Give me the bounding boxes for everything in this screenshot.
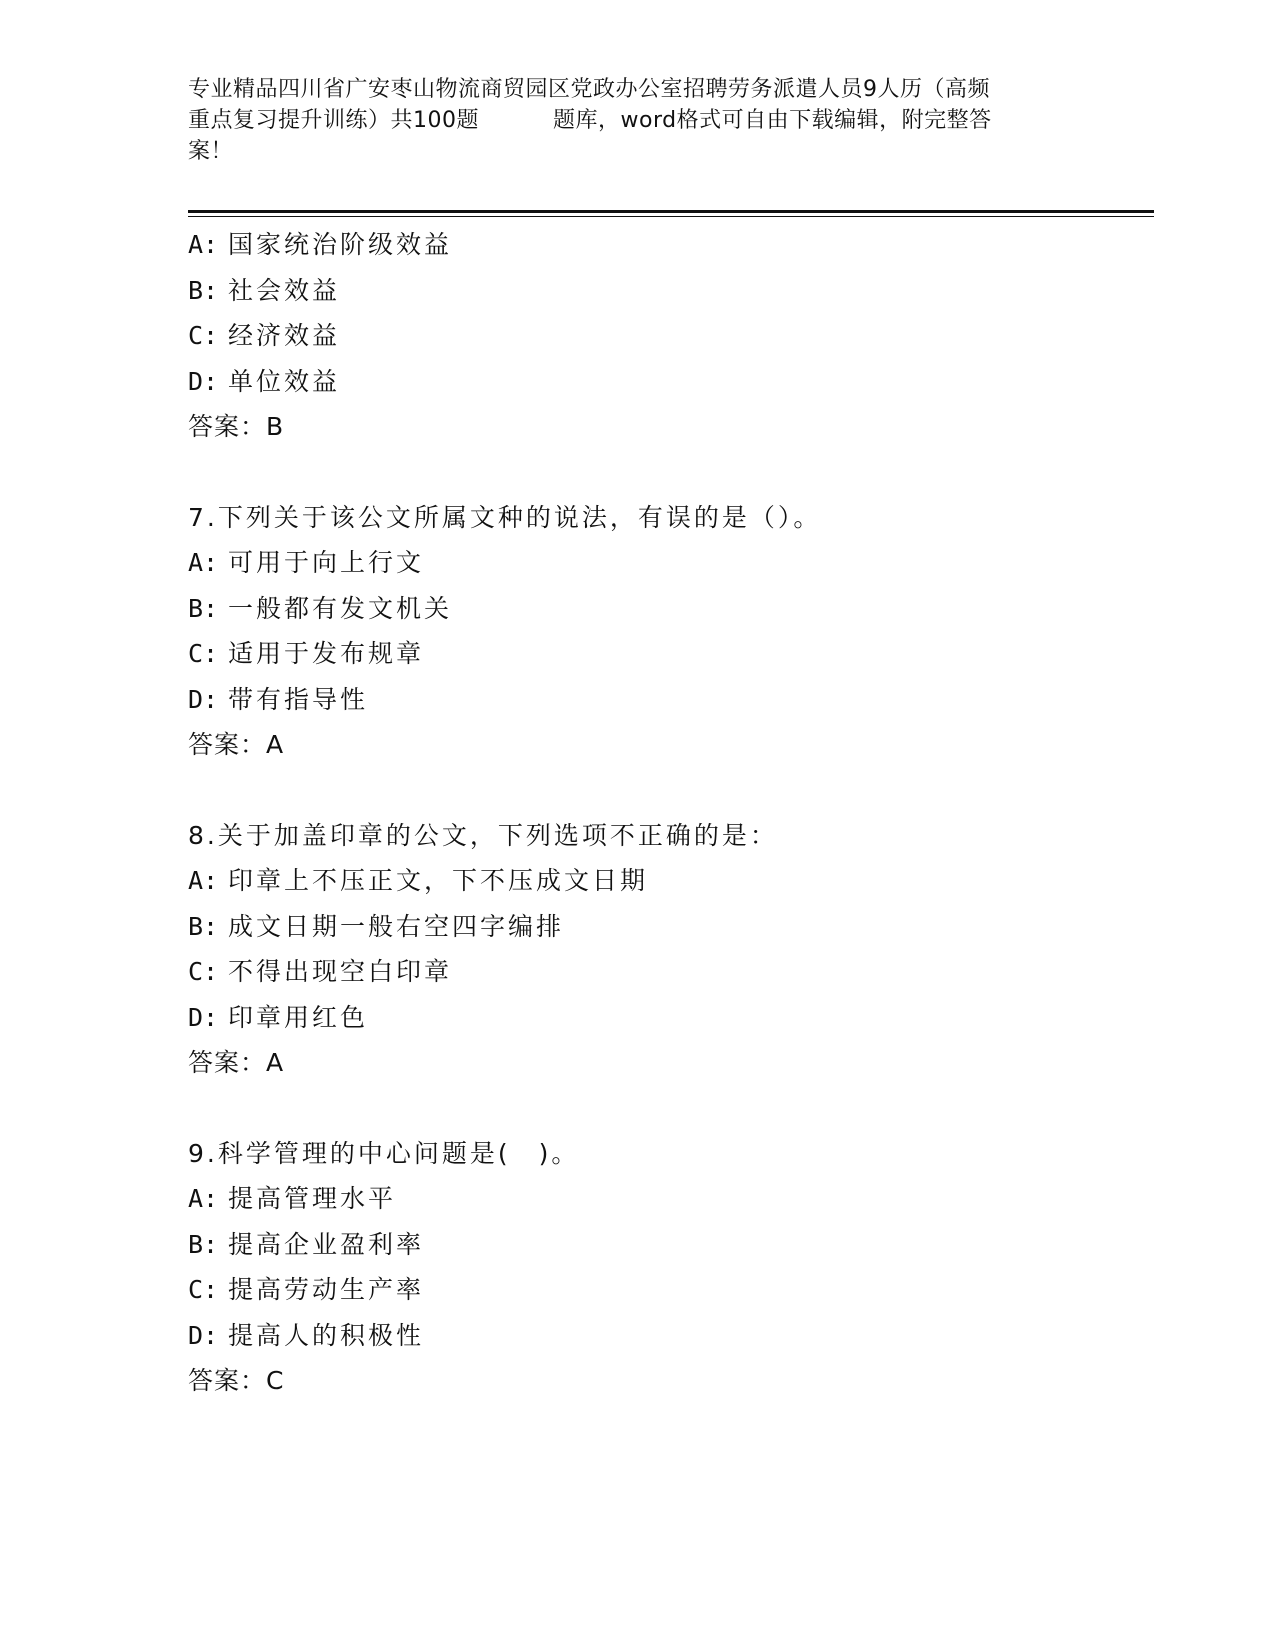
answer-line: 答案：B	[188, 412, 285, 441]
option-text: 不得出现空白印章	[228, 957, 453, 986]
option-d: D: 印章用红色	[188, 1002, 369, 1032]
option-d: D: 提高人的积极性	[188, 1320, 425, 1350]
option-text: 印章上不压正文，下不压成文日期	[228, 866, 649, 895]
header-divider-thick	[188, 210, 1154, 213]
option-text: 单位效益	[228, 366, 341, 396]
option-text: 成文日期一般右空四字编排	[228, 911, 565, 941]
question-text: 9.科学管理的中心问题是( )。	[188, 1138, 580, 1168]
option-text: 可用于向上行文	[228, 548, 425, 577]
question-block-7	[188, 495, 1148, 768]
question-text: 8.关于加盖印章的公文，下列选项不正确的是：	[188, 820, 778, 850]
option-text: 一般都有发文机关	[228, 593, 453, 623]
option-c: C: 经济效益	[188, 321, 341, 350]
option-d: D: 带有指导性	[188, 684, 369, 714]
option-b: B: 成文日期一般右空四字编排	[188, 911, 565, 941]
option-text: 提高人的积极性	[228, 1320, 425, 1350]
header-divider-thin	[188, 216, 1154, 217]
option-text: 国家统治阶级效益	[228, 230, 453, 259]
question-block-8	[188, 813, 1148, 1086]
answer-line: 答案：A	[188, 730, 285, 759]
answer-line: 答案：C	[188, 1366, 285, 1395]
option-text: 经济效益	[228, 321, 341, 350]
header-line-1: 专业精品四川省广安枣山物流商贸园区党政办公室招聘劳务派遣人员9人历（高频	[188, 77, 990, 102]
option-d: D: 单位效益	[188, 366, 341, 396]
option-text: 印章用红色	[228, 1002, 369, 1032]
option-text: 适用于发布规章	[228, 639, 425, 668]
option-text: 社会效益	[228, 275, 341, 305]
option-c: C: 提高劳动生产率	[188, 1275, 425, 1304]
option-text: 提高劳动生产率	[228, 1275, 425, 1304]
option-c: C: 不得出现空白印章	[188, 957, 453, 986]
header-line-2	[188, 105, 1088, 136]
question-block-9	[188, 1131, 1148, 1404]
question-block-6	[188, 222, 1148, 450]
answer-line: 答案：A	[188, 1048, 285, 1077]
option-a: A: 印章上不压正文，下不压成文日期	[188, 866, 649, 895]
header-line-2-part-1: 重点复习提升训练）共100题	[188, 108, 479, 133]
option-a: A: 国家统治阶级效益	[188, 230, 453, 259]
option-a: A: 提高管理水平	[188, 1184, 397, 1213]
option-text: 提高管理水平	[228, 1184, 397, 1213]
option-b: B: 提高企业盈利率	[188, 1229, 425, 1259]
option-text: 带有指导性	[228, 684, 369, 714]
option-c: C: 适用于发布规章	[188, 639, 425, 668]
document-header	[188, 74, 1088, 167]
question-text: 7.下列关于该公文所属文种的说法，有误的是（）。	[188, 502, 822, 532]
header-line-2-part-2: 题库，word格式可自由下载编辑，附完整答	[553, 108, 992, 133]
header-line-3: 案！	[188, 139, 234, 164]
option-b: B: 一般都有发文机关	[188, 593, 453, 623]
option-text: 提高企业盈利率	[228, 1229, 425, 1259]
option-b: B: 社会效益	[188, 275, 341, 305]
option-a: A: 可用于向上行文	[188, 548, 425, 577]
question-list	[188, 222, 1148, 1404]
